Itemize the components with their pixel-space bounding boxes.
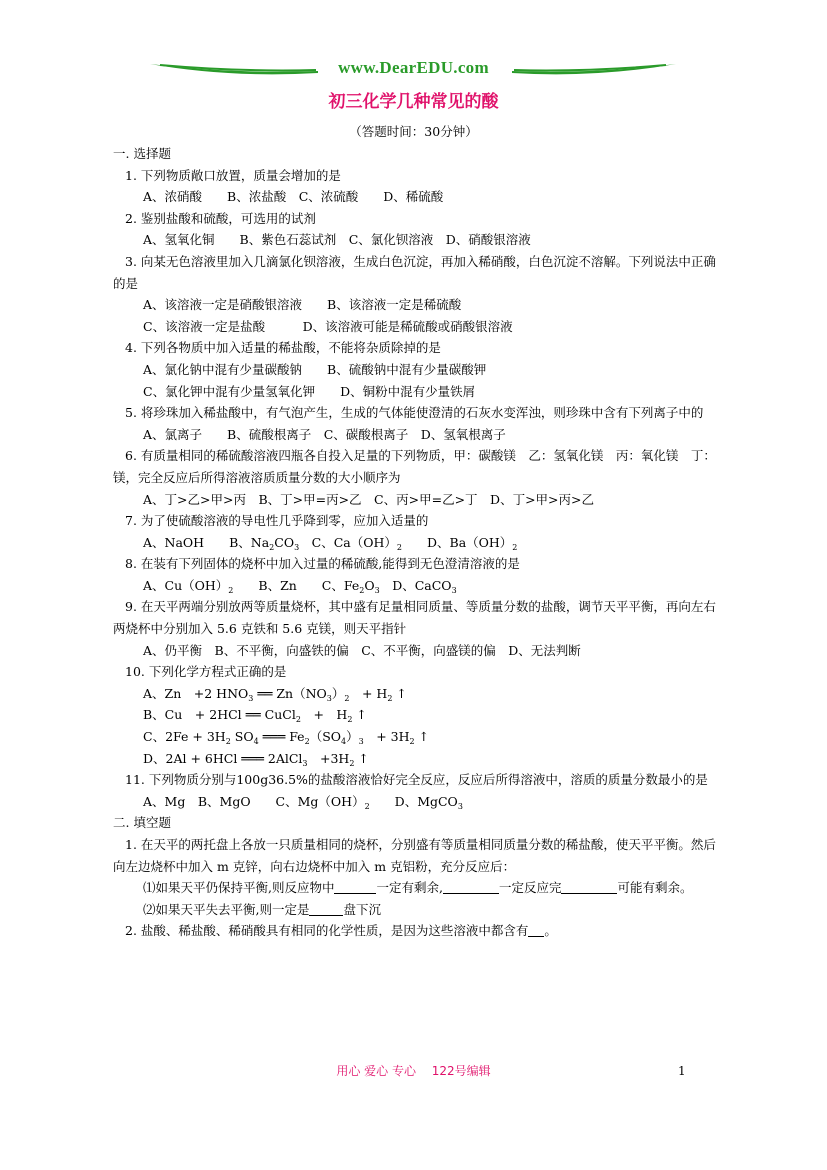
page-footer: 用心 爱心 专心 122号编辑: [336, 1064, 491, 1078]
question-4: 4. 下列各物质中加入适量的稀盐酸，不能将杂质除掉的是: [125, 340, 441, 356]
question-8: 8. 在装有下列固体的烧杯中加入过量的稀硫酸,能得到无色澄清溶液的是: [125, 556, 520, 572]
question-1-options: A、浓硝酸 B、浓盐酸 C、浓硫酸 D、稀硫酸: [143, 189, 444, 205]
question-10-option-b: B、Cu + 2HCl ══ CuCl$_2$ + $H_2$ ↑: [143, 707, 367, 725]
site-logo-text: www.DearEDU.com: [338, 58, 489, 77]
section-heading: 二. 填空题: [113, 815, 171, 831]
question-11-options: A、Mg B、MgO C、$Mg(OH)_2$ D、MgCO$_3$: [143, 793, 463, 811]
question-4-options-ab: A、氯化钠中混有少量碳酸钠 B、硫酸钠中混有少量碳酸钾: [143, 361, 487, 377]
question-10: 10. 下列化学方程式正确的是: [125, 664, 287, 680]
question-8-options: A、$Cu(OH)_2$ B、Zn C、$Fe_2O_3$ D、CaCO$_3$: [143, 577, 457, 595]
question-2: 2. 鉴别盐酸和硫酸，可选用的试剂: [125, 210, 316, 226]
question-3: 3. 向某无色溶液里加入几滴氯化钡溶液，生成白色沉淀，再加入稀硝酸，白色沉淀不溶解。下列说法中正确的是: [113, 253, 716, 291]
question-10-option-a: A、Zn +2 $HNO_3$ ══ $Zn(NO_3)_2$ + $H_2$ ↑: [143, 685, 407, 703]
fill-question-1-part-1: ⑴如果天平仍保持平衡,则反应物中 一定有剩余, 一定反应完 可能有剩余。: [143, 880, 693, 896]
question-4-options-cd: C、氯化钾中混有少量氢氧化钾 D、铜粉中混有少量铁屑: [143, 383, 476, 399]
question-6-options: A、丁>乙>甲>丙 B、丁>甲=丙>乙 C、丙>甲=乙>丁 D、丁>甲>丙>乙: [143, 491, 594, 507]
question-5-options: A、氯离子 B、硫酸根离子 C、碳酸根离子 D、氢氧根离子: [143, 426, 506, 442]
question-10-option-d: D、2Al + 6HCl ═══ 2AlCl$_3$ $+3H_2$ ↑: [143, 750, 369, 768]
question-10-option-c: C、$2Fe + 3H_2$ $SO_4$ ═══ $Fe_2(SO_4)_3$ + $3H_2$ ↑: [143, 729, 430, 747]
question-9-options: A、仍平衡 B、不平衡，向盛铁的偏 C、不平衡，向盛镁的偏 D、无法判断: [143, 642, 581, 658]
answer-blank[interactable]: [561, 880, 617, 894]
question-3-options-cd: C、该溶液一定是盐酸 D、该溶液可能是稀硫酸或硝酸银溶液: [143, 318, 513, 334]
page-subtitle: （答题时间：30分钟）: [349, 124, 478, 139]
question-6: 6. 有质量相同的稀硫酸溶液四瓶各自投入足量的下列物质，甲：碳酸镁 乙：氢氧化镁 丙：氧化镁 丁：镁，完全反应后所得溶液溶质质量分数的大小顺序为: [113, 448, 716, 485]
page-number: 1: [678, 1064, 686, 1078]
question-7: 7. 为了使硫酸溶液的导电性几乎降到零，应加入适量的: [125, 513, 429, 529]
question-2-options: A、氢氧化铜 B、紫色石蕊试剂 C、氯化钡溶液 D、硝酸银溶液: [143, 232, 531, 248]
answer-blank[interactable]: [443, 880, 499, 894]
fill-question-1: 1. 在天平的两托盘上各放一只质量相同的烧杯，分别盛有等质量相同质量分数的稀盐酸，使天平平衡。然后向左边烧杯中加入 m 克锌，向右边烧杯中加入 m 克铝粉，充分反应后：: [113, 837, 716, 874]
question-9: 9. 在天平两端分别放两等质量烧杯，其中盛有足量相同质量、等质量分数的盐酸，调节天平平衡，再向左右两烧杯中分别加入 5.6 克铁和 5.6 克镁，则天平指针: [113, 599, 716, 637]
page-title: 初三化学几种常见的酸: [328, 92, 499, 112]
question-11: 11. 下列物质分别与100g36.5%的盐酸溶液恰好完全反应，反应后所得溶液中，溶质的质量分数最小的是: [125, 772, 708, 788]
answer-blank[interactable]: [334, 880, 376, 894]
question-body: [113, 143, 718, 942]
fill-question-2: 2. 盐酸、稀盐酸、稀硝酸具有相同的化学性质，是因为这些溶液中都含有 。: [125, 923, 557, 939]
answer-blank[interactable]: [309, 902, 343, 916]
answer-blank[interactable]: [528, 923, 544, 937]
section-heading: 一. 选择题: [113, 146, 171, 161]
fill-question-1-part-2: ⑵如果天平失去平衡,则一定是 盘下沉: [143, 901, 381, 917]
question-1: 1. 下列物质敞口放置，质量会增加的是: [125, 167, 341, 183]
question-5: 5. 将珍珠加入稀盐酸中，有气泡产生，生成的气体能使澄清的石灰水变浑浊，则珍珠中含有下列离子中的: [125, 405, 704, 421]
question-7-options: A、NaOH B、$Na_2CO_3$ C、$Ca(OH)_2$ D、$Ba(OH)_2$: [143, 534, 518, 552]
question-3-options-ab: A、该溶液一定是硝酸银溶液 B、该溶液一定是稀硫酸: [143, 297, 462, 313]
